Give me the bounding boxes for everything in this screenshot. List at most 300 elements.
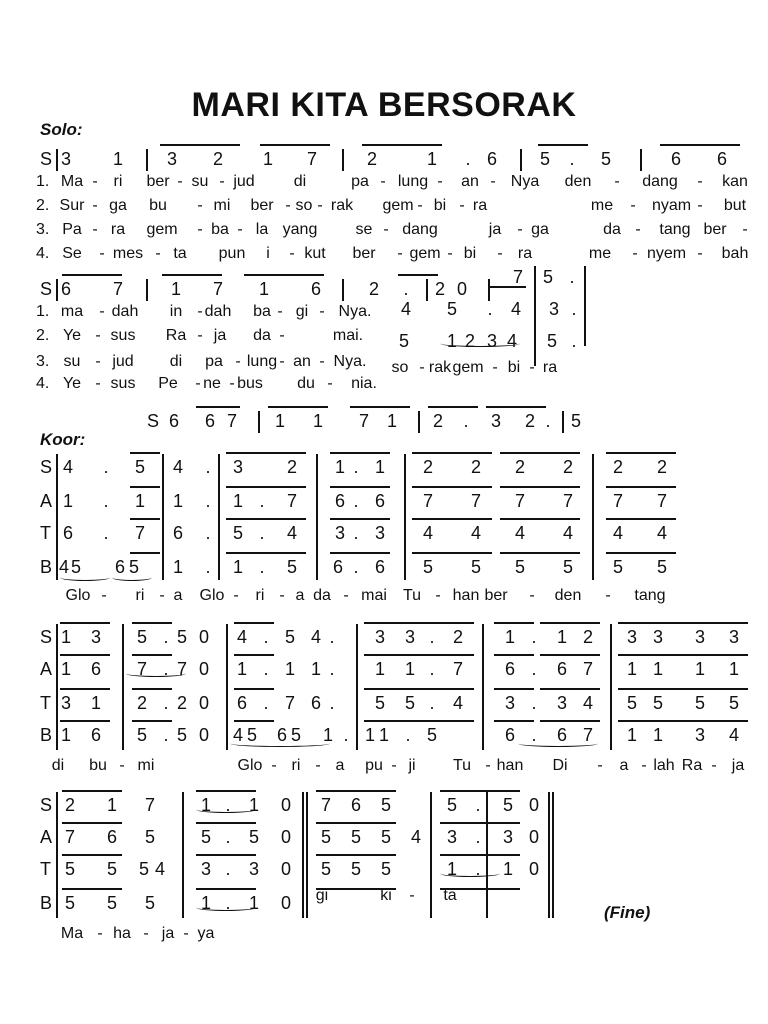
solo-note: 2 xyxy=(432,411,443,431)
koor-note: 5 xyxy=(426,725,437,745)
koor-note: 5 xyxy=(380,827,391,847)
barline xyxy=(418,411,420,433)
voice-label: S xyxy=(40,627,53,647)
verse-syllable: - xyxy=(497,245,503,262)
verse-syllable: me xyxy=(588,245,612,262)
barline xyxy=(302,792,304,918)
slur-arc xyxy=(60,574,110,581)
koor-note: 3 xyxy=(374,627,385,647)
koor-note: 3 xyxy=(504,693,515,713)
koor-note: . xyxy=(531,627,537,647)
verse-syllable: tang xyxy=(659,221,691,238)
koor-note: 5 xyxy=(106,893,117,913)
koor-note: . xyxy=(205,491,211,511)
barline xyxy=(122,624,124,750)
koor-note: . xyxy=(225,827,231,847)
barline xyxy=(226,624,228,750)
verse-syllable: - xyxy=(383,221,389,238)
side-lyric: - xyxy=(419,359,425,376)
lyric-syllable: - xyxy=(119,757,125,774)
koor-note: 6 xyxy=(106,827,117,847)
beam-line xyxy=(196,854,256,856)
solo-note: 1 xyxy=(312,411,323,431)
voice-label: T xyxy=(40,693,51,713)
side-lyric: - xyxy=(529,359,535,376)
verse-syllable: - xyxy=(95,327,101,344)
barline xyxy=(610,624,612,750)
beam-line xyxy=(226,518,306,520)
beam-line xyxy=(486,406,546,408)
verse-syllable: Nya. xyxy=(338,303,372,320)
koor-note: 1 xyxy=(404,659,415,679)
verse-syllable: kut xyxy=(304,245,326,262)
verse-syllable: gi xyxy=(295,303,309,320)
koor-note: . xyxy=(531,693,537,713)
koor-note: . xyxy=(205,557,211,577)
verse-syllable: mes xyxy=(112,245,144,262)
solo-note: . xyxy=(545,411,551,431)
verse-syllable: bu xyxy=(149,197,167,214)
verse-syllable: dang xyxy=(642,173,678,190)
side-note: 2 xyxy=(464,331,475,351)
voice-label: T xyxy=(40,859,51,879)
koor-note: 3 xyxy=(404,627,415,647)
verse-syllable: Nya. xyxy=(333,353,367,370)
koor-note: 5 xyxy=(422,557,433,577)
koor-note: 5 xyxy=(136,627,147,647)
beam-line xyxy=(62,854,122,856)
koor-note: . xyxy=(329,693,335,713)
solo-note: 1 xyxy=(386,411,397,431)
koor-note: 4 xyxy=(236,627,247,647)
koor-note: 3 xyxy=(502,827,513,847)
koor-note: 7 xyxy=(656,491,667,511)
koor-note: 4 xyxy=(470,523,481,543)
verse-syllable: - xyxy=(417,197,423,214)
beam-line xyxy=(398,274,438,276)
lyric-syllable: - xyxy=(529,587,535,604)
verse-syllable: in xyxy=(169,303,183,320)
solo-note: 1 xyxy=(258,279,269,299)
beam-line xyxy=(412,452,492,454)
lyric-syllable: - xyxy=(101,587,107,604)
verse-syllable: ga xyxy=(531,221,549,238)
solo-note: 2 xyxy=(212,149,223,169)
verse-syllable: - xyxy=(697,173,703,190)
side-lyric: - xyxy=(409,887,415,904)
verse-syllable: se xyxy=(355,221,373,238)
koor-note: 3 xyxy=(626,627,637,647)
koor-note: 4 xyxy=(582,693,593,713)
beam-line xyxy=(196,406,240,408)
koor-note: 1 xyxy=(626,659,637,679)
lyric-syllable: - xyxy=(597,757,603,774)
lyric-syllable: da xyxy=(313,587,331,604)
verse-syllable: di xyxy=(293,173,307,190)
koor-note: 5 xyxy=(284,627,295,647)
lyric-syllable: - xyxy=(391,757,397,774)
verse-syllable: Pe xyxy=(158,375,178,392)
koor-note: 6 xyxy=(556,725,567,745)
verse-syllable: an xyxy=(461,173,479,190)
verse-syllable: - xyxy=(277,303,283,320)
barline xyxy=(218,454,220,580)
koor-note: 1 xyxy=(232,557,243,577)
verse-syllable: an xyxy=(293,353,311,370)
koor-note: 6 xyxy=(62,523,73,543)
koor-note: 0 xyxy=(280,827,291,847)
side-lyric: ra xyxy=(542,359,558,376)
koor-note: 6 xyxy=(310,693,321,713)
solo-note: 5 xyxy=(570,411,581,431)
beam-line xyxy=(60,654,110,656)
beam-line xyxy=(268,406,328,408)
koor-note: 1 xyxy=(90,693,101,713)
koor-note: 3 xyxy=(374,523,385,543)
koor-note: . xyxy=(329,627,335,647)
koor-note: 5 xyxy=(136,725,147,745)
verse-syllable: Pa xyxy=(62,221,82,238)
beam-line xyxy=(60,622,110,624)
solo-note: 3 xyxy=(166,149,177,169)
verse-syllable: - xyxy=(632,245,638,262)
voice-label: A xyxy=(40,827,53,847)
verse-syllable: ba xyxy=(211,221,229,238)
solo-note: 7 xyxy=(226,411,237,431)
koor-note: 6 xyxy=(374,557,385,577)
koor-note: 5 xyxy=(320,859,331,879)
koor-note: . xyxy=(405,725,411,745)
koor-note: 5 xyxy=(350,859,361,879)
beam-line xyxy=(234,720,274,722)
beam-line xyxy=(60,720,110,722)
solo-note: 6 xyxy=(204,411,215,431)
koor-note: 2 xyxy=(136,693,147,713)
koor-note: 5 xyxy=(404,693,415,713)
verse-syllable: jud xyxy=(112,353,134,370)
lyric-syllable: - xyxy=(485,757,491,774)
koor-note: 3 xyxy=(232,457,243,477)
barline xyxy=(640,149,642,171)
verse-syllable: - xyxy=(517,221,523,238)
lyric-syllable: - xyxy=(343,587,349,604)
beam-line xyxy=(618,622,748,624)
solo-note: 2 xyxy=(368,279,379,299)
beam-line xyxy=(440,790,520,792)
koor-note: 3 xyxy=(652,627,663,647)
verse-number: 3. xyxy=(36,353,50,370)
koor-note: . xyxy=(259,557,265,577)
verse-syllable: rak xyxy=(330,197,354,214)
verse-syllable: - xyxy=(327,375,333,392)
verse-syllable: - xyxy=(317,197,323,214)
beam-line xyxy=(540,622,600,624)
barline xyxy=(162,454,164,580)
koor-note: . xyxy=(353,523,359,543)
lyric-syllable: - xyxy=(183,925,189,942)
verse-syllable: ri xyxy=(113,173,123,190)
koor-note: 4 xyxy=(286,523,297,543)
voice-label: B xyxy=(40,725,53,745)
koor-note: 1 xyxy=(248,893,259,913)
verse-syllable: - xyxy=(437,173,443,190)
verse-syllable: - xyxy=(197,221,203,238)
verse-syllable: - xyxy=(289,245,295,262)
koor-note: 5 xyxy=(612,557,623,577)
verse-syllable: da xyxy=(253,327,271,344)
verse-syllable: den xyxy=(564,173,592,190)
koor-note: 3 xyxy=(446,827,457,847)
verse-syllable: but xyxy=(723,197,747,214)
lyric-syllable: - xyxy=(315,757,321,774)
beam-line xyxy=(540,688,600,690)
koor-note: 6 xyxy=(236,693,247,713)
side-lyric: bi xyxy=(507,359,521,376)
koor-note: 2 xyxy=(562,457,573,477)
koor-note: 7 xyxy=(134,523,145,543)
voice-label: S xyxy=(146,411,159,431)
beam-line xyxy=(62,888,122,890)
beam-line xyxy=(364,654,474,656)
beam-line xyxy=(538,144,588,146)
verse-syllable: - xyxy=(195,375,201,392)
verse-number: 4. xyxy=(36,375,50,392)
side-note: 3 xyxy=(486,331,497,351)
koor-note: 4 xyxy=(562,523,573,543)
koor-note: 5 xyxy=(144,893,155,913)
voice-label: A xyxy=(40,659,53,679)
barline xyxy=(552,792,554,918)
koor-note: 6 xyxy=(332,557,343,577)
koor-note: 7 xyxy=(320,795,331,815)
side-note: 7 xyxy=(512,267,523,287)
koor-note: 5 xyxy=(694,693,705,713)
koor-note: 1 xyxy=(652,725,663,745)
verse-number: 4. xyxy=(36,245,50,262)
koor-note: 4 xyxy=(422,523,433,543)
lyric-syllable: Glo xyxy=(237,757,263,774)
voice-label: S xyxy=(40,279,53,299)
verse-syllable: dah xyxy=(204,303,232,320)
verse-syllable: Ma xyxy=(60,173,84,190)
koor-note: . xyxy=(103,457,109,477)
koor-note: . xyxy=(163,693,169,713)
verse-syllable: - xyxy=(219,173,225,190)
beam-line xyxy=(62,274,122,276)
solo-note: 6 xyxy=(486,149,497,169)
koor-note: . xyxy=(475,795,481,815)
beam-line xyxy=(162,274,222,276)
lyric-syllable: Glo xyxy=(65,587,91,604)
solo-note: 6 xyxy=(168,411,179,431)
lyric-syllable: ri xyxy=(291,757,301,774)
verse-syllable: - xyxy=(92,173,98,190)
verse-syllable: - xyxy=(635,221,641,238)
beam-line xyxy=(618,654,748,656)
barline xyxy=(56,279,58,301)
koor-note: 4 xyxy=(656,523,667,543)
koor-note: 1 xyxy=(172,557,183,577)
verse-syllable: ga xyxy=(109,197,127,214)
barline xyxy=(146,149,148,171)
slur-arc xyxy=(518,740,598,747)
koor-note: 4 xyxy=(58,557,69,577)
verse-syllable: ber xyxy=(352,245,376,262)
barline xyxy=(404,454,406,580)
lyric-syllable: a xyxy=(173,587,183,604)
side-note: . xyxy=(571,331,577,351)
koor-note: 7 xyxy=(422,491,433,511)
koor-note: 2 xyxy=(514,457,525,477)
koor-note: 7 xyxy=(144,795,155,815)
koor-note: 1 xyxy=(322,725,333,745)
koor-note: 1 xyxy=(284,659,295,679)
verse-syllable: - xyxy=(95,375,101,392)
beam-line xyxy=(330,518,390,520)
koor-note: 6 xyxy=(90,725,101,745)
verse-syllable: lung xyxy=(397,173,429,190)
beam-line xyxy=(130,518,160,520)
lyric-syllable: Di xyxy=(552,757,568,774)
beam-line xyxy=(618,688,748,690)
beam-line xyxy=(60,688,110,690)
lyric-syllable: - xyxy=(435,587,441,604)
verse-syllable: ne xyxy=(203,375,221,392)
lyric-syllable: ja xyxy=(731,757,745,774)
verse-syllable: - xyxy=(235,353,241,370)
koor-note: . xyxy=(353,491,359,511)
beam-line xyxy=(494,654,534,656)
verse-syllable: bus xyxy=(237,375,263,392)
solo-note: 6 xyxy=(716,149,727,169)
koor-note: 4 xyxy=(62,457,73,477)
side-lyric: - xyxy=(492,359,498,376)
voice-label: S xyxy=(40,457,53,477)
koor-note: 5 xyxy=(470,557,481,577)
side-note: 3 xyxy=(548,299,559,319)
barline xyxy=(258,411,260,433)
koor-note: 5 xyxy=(128,557,139,577)
beam-line xyxy=(500,486,580,488)
slur-arc xyxy=(196,806,256,813)
slur-arc xyxy=(440,870,500,877)
verse-syllable: i xyxy=(266,245,270,262)
verse-syllable: - xyxy=(285,197,291,214)
lyric-syllable: tang xyxy=(634,587,666,604)
koor-note: 0 xyxy=(528,795,539,815)
koor-note: 0 xyxy=(198,725,209,745)
koor-label: Koor: xyxy=(40,430,86,449)
voice-label: B xyxy=(40,557,53,577)
solo-note: 2 xyxy=(434,279,445,299)
koor-note: 5 xyxy=(246,725,257,745)
side-note: 4 xyxy=(506,331,517,351)
verse-syllable: - xyxy=(92,221,98,238)
side-lyric: ki xyxy=(380,887,392,904)
verse-syllable: dang xyxy=(402,221,438,238)
verse-syllable: nia. xyxy=(351,375,377,392)
koor-note: 0 xyxy=(528,859,539,879)
koor-note: 3 xyxy=(694,627,705,647)
koor-note: 4 xyxy=(514,523,525,543)
lyric-syllable: di xyxy=(51,757,65,774)
koor-note: 2 xyxy=(452,627,463,647)
verse-syllable: Ye xyxy=(62,375,82,392)
beam-line xyxy=(606,452,676,454)
koor-note: 5 xyxy=(248,827,259,847)
beam-line xyxy=(606,552,676,554)
lyric-syllable: ji xyxy=(408,757,416,774)
verse-syllable: - xyxy=(155,245,161,262)
koor-note: 6 xyxy=(334,491,345,511)
slur-arc xyxy=(196,904,256,911)
koor-note: 5 xyxy=(200,827,211,847)
koor-note: 5 xyxy=(380,859,391,879)
koor-note: 1 xyxy=(60,659,71,679)
side-note: 1 xyxy=(446,331,457,351)
verse-syllable: ra xyxy=(110,221,126,238)
koor-note: 1 xyxy=(236,659,247,679)
verse-syllable: - xyxy=(95,353,101,370)
beam-line xyxy=(500,452,580,454)
voice-label: B xyxy=(40,893,53,913)
koor-note: 6 xyxy=(504,659,515,679)
verse-syllable: - xyxy=(237,221,243,238)
verse-syllable: gem xyxy=(146,221,178,238)
solo-note: . xyxy=(465,149,471,169)
lyric-syllable: Tu xyxy=(452,757,472,774)
koor-note: 6 xyxy=(504,725,515,745)
koor-note: 1 xyxy=(728,659,739,679)
koor-note: 5 xyxy=(64,859,75,879)
koor-note: . xyxy=(353,557,359,577)
beam-line xyxy=(412,518,492,520)
beam-line xyxy=(412,552,492,554)
verse-syllable: da xyxy=(603,221,621,238)
koor-note: 2 xyxy=(64,795,75,815)
koor-note: . xyxy=(163,627,169,647)
koor-note: 6 xyxy=(114,557,125,577)
verse-syllable: me xyxy=(590,197,614,214)
koor-note: 1 xyxy=(364,725,375,745)
koor-note: 2 xyxy=(422,457,433,477)
koor-note: 7 xyxy=(612,491,623,511)
solo-note: 7 xyxy=(212,279,223,299)
koor-note: . xyxy=(259,491,265,511)
koor-note: 1 xyxy=(378,725,389,745)
koor-note: 4 xyxy=(452,693,463,713)
beam-line xyxy=(196,822,256,824)
verse-syllable: - xyxy=(380,173,386,190)
beam-line xyxy=(244,274,324,276)
koor-note: 1 xyxy=(60,627,71,647)
side-note: . xyxy=(487,299,493,319)
koor-note: 1 xyxy=(106,795,117,815)
koor-note: 5 xyxy=(106,859,117,879)
koor-note: 4 xyxy=(728,725,739,745)
side-note: 5 xyxy=(542,267,553,287)
lyric-syllable: - xyxy=(641,757,647,774)
verse-syllable: - xyxy=(614,173,620,190)
koor-note: 3 xyxy=(728,627,739,647)
verse-syllable: mi xyxy=(213,197,231,214)
verse-syllable: gem xyxy=(382,197,414,214)
verse-syllable: ja xyxy=(488,221,502,238)
solo-note: 2 xyxy=(366,149,377,169)
beam-line xyxy=(260,144,330,146)
koor-note: 4 xyxy=(154,859,165,879)
voice-label: S xyxy=(40,149,53,169)
